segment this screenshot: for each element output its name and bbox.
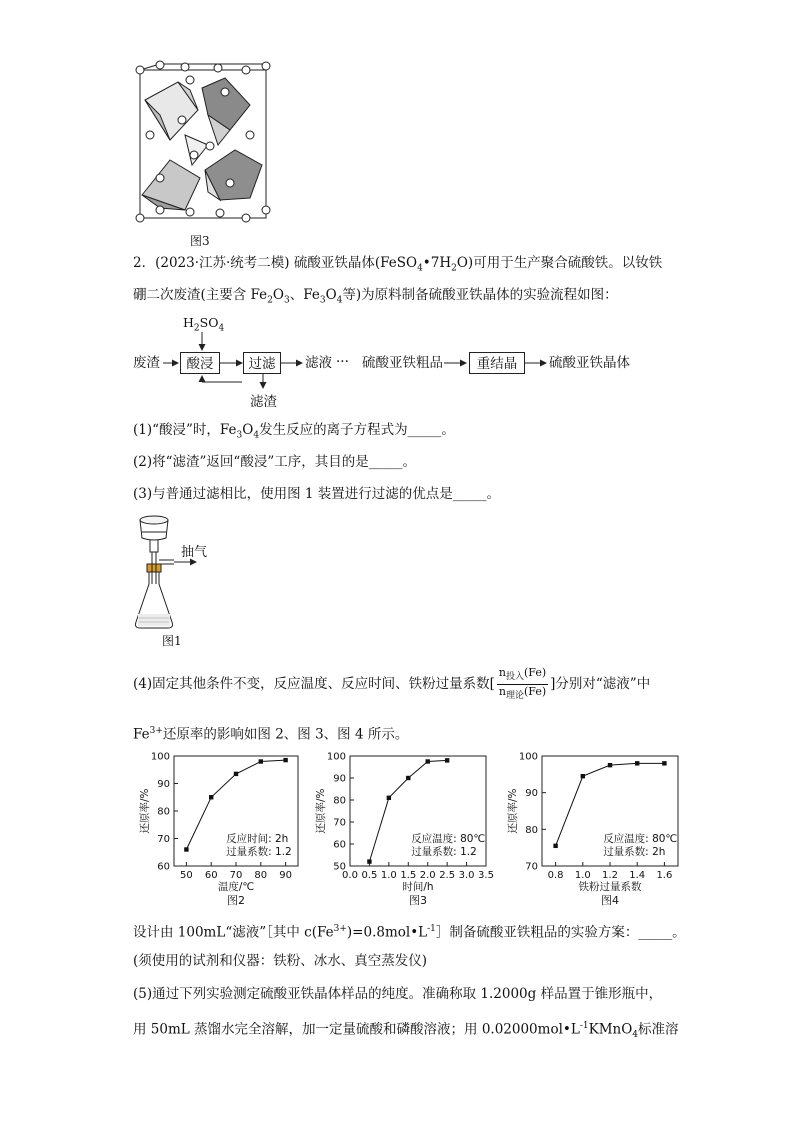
crystal-structure-figure xyxy=(130,60,275,225)
question-3: (3)与普通过滤相比，使用图 1 装置进行过滤的优点是_____。 xyxy=(133,486,501,502)
x-tick-label: 60 xyxy=(204,870,218,881)
question-4-line2: $Fe^{3+}$还原率的影响如图 2、图 3、图 4 所示。 xyxy=(133,726,409,743)
y-tick-label: 70 xyxy=(333,817,346,829)
x-tick-label: 1.2 xyxy=(602,870,618,881)
y-tick-label: 80 xyxy=(157,806,170,818)
flow-final-product: 硫酸亚铁晶体 xyxy=(549,355,630,371)
x-tick-label: 1.0 xyxy=(380,870,397,881)
y-tick-label: 90 xyxy=(157,779,170,790)
y-tick-label: 60 xyxy=(333,839,346,851)
flow-start-waste: 废渣 xyxy=(133,355,160,371)
design-requirements: (须使用的试剂和仪器：铁粉、冰水、真空蒸发仪) xyxy=(133,953,428,969)
chart-annotation: 反应时间: 2h xyxy=(226,833,289,845)
y-axis-label: 还原率/% xyxy=(507,788,519,834)
data-point xyxy=(662,761,666,765)
chart-annotation: 反应温度: 80℃ xyxy=(411,833,486,845)
x-tick-label: 1.4 xyxy=(629,870,646,881)
y-tick-label: 80 xyxy=(525,824,538,836)
x-tick-label: 1.0 xyxy=(574,870,591,881)
question-1: (1)“酸浸”时，$Fe_3O_4$发生反应的离子方程式为_____。 xyxy=(133,422,455,441)
data-point xyxy=(608,763,612,767)
data-point xyxy=(184,847,188,851)
x-tick-label: 0.8 xyxy=(547,870,564,881)
suction-filter-apparatus xyxy=(130,512,220,632)
data-point xyxy=(209,795,213,799)
data-point xyxy=(283,758,287,762)
chart-fig4-excess xyxy=(498,748,694,910)
chart-annotation: 过量系数: 1.2 xyxy=(411,846,477,858)
chart-fig2-temperature xyxy=(130,748,308,910)
question-intro-line1: 2．(2023·江苏·统考二模) 硫酸亚铁晶体$(FeSO_4•7H_2O)$可用于生产聚合硫酸铁。以钕铁 xyxy=(133,255,663,274)
y-tick-label: 60 xyxy=(157,861,170,873)
data-point xyxy=(367,859,371,863)
x-axis-label: 温度/℃ xyxy=(217,881,255,893)
flow-step-acid-leach: 酸浸 xyxy=(180,352,220,374)
x-tick-label: 0.5 xyxy=(361,870,378,881)
data-point xyxy=(234,772,238,776)
x-axis-label: 铁粉过量系数 xyxy=(578,881,642,893)
question-intro-line2: 硼二次废渣(主要含 $Fe_2O_3$、$Fe_3O_4$等)为原料制备硫酸亚铁晶体的实验流程如图： xyxy=(133,287,618,306)
x-tick-label: 2.0 xyxy=(419,870,436,881)
y-tick-label: 50 xyxy=(333,861,346,873)
x-axis-label: 时间/h xyxy=(402,881,434,893)
chart-caption: 图2 xyxy=(227,894,245,907)
data-point xyxy=(406,776,410,780)
chart-annotation: 过量系数: 2h xyxy=(603,846,666,858)
design-question: 设计由 100mL“滤液”［其中 $c(Fe^{3+})=0.8mol•L^{-1}]$制备硫酸亚铁粗品的实验方案：_____。 xyxy=(133,924,686,941)
apparatus-caption: 图1 xyxy=(162,634,182,648)
question-2: (2)将“滤渣”返回“酸浸”工序，其目的是_____。 xyxy=(133,454,416,470)
data-point xyxy=(426,759,430,763)
y-tick-label: 90 xyxy=(333,773,346,785)
apparatus-suction-label: 抽气 xyxy=(181,545,208,560)
flow-residue: 滤渣 xyxy=(250,394,277,410)
y-tick-label: 70 xyxy=(157,834,170,845)
data-point xyxy=(445,758,449,762)
flow-filtrate: 滤液 xyxy=(305,355,332,371)
y-tick-label: 70 xyxy=(525,861,538,873)
y-tick-label: 80 xyxy=(333,795,346,807)
data-point xyxy=(259,759,263,763)
x-tick-label: 90 xyxy=(279,870,292,881)
chart-caption: 图3 xyxy=(409,894,427,907)
x-tick-label: 0.0 xyxy=(342,870,358,881)
data-point xyxy=(635,761,639,765)
x-tick-label: 3.0 xyxy=(458,870,475,881)
x-tick-label: 80 xyxy=(254,870,268,881)
x-tick-label: 1.6 xyxy=(656,870,673,881)
x-tick-label: 2.5 xyxy=(439,870,456,881)
data-point xyxy=(553,844,557,848)
data-point xyxy=(387,796,391,800)
y-tick-label: 100 xyxy=(518,751,538,763)
flow-dots: ··· xyxy=(336,354,349,370)
chart-fig3-time xyxy=(310,748,496,910)
question-5-line1: (5)通过下列实验测定硫酸亚铁晶体样品的纯度。准确称取 1.2000g 样品置于锥形瓶中， xyxy=(133,986,663,1002)
question-5-line2: 用 50mL 蒸馏水完全溶解，加一定量硫酸和磷酸溶液；用 $0.02000mol•L^{-1}KMnO_4$标准溶 xyxy=(133,1021,679,1041)
data-point xyxy=(581,774,585,778)
flow-step-filter: 过滤 xyxy=(243,352,281,374)
x-tick-label: 3.5 xyxy=(478,870,494,881)
flow-reagent-h2so4: $H_2SO_4$ xyxy=(183,315,225,334)
flow-step-recrystallize: 重结晶 xyxy=(469,352,525,374)
x-tick-label: 50 xyxy=(180,870,193,881)
crystal-figure-caption: 图3 xyxy=(190,234,210,248)
chart-caption: 图4 xyxy=(601,894,619,907)
flow-crude-product: 硫酸亚铁粗品 xyxy=(362,355,443,371)
x-tick-label: 70 xyxy=(229,870,243,881)
question-4-line1: (4)固定其他条件不变，反应温度、反应时间、铁粉过量系数[ $\frac{n_{投入}(Fe)}{n_{理论}(Fe)}$ ]分别对“滤液”中 xyxy=(133,666,651,702)
y-tick-label: 100 xyxy=(326,751,346,763)
y-tick-label: 100 xyxy=(150,751,170,763)
chart-annotation: 反应温度: 80℃ xyxy=(603,833,678,845)
chart-annotation: 过量系数: 1.2 xyxy=(226,846,292,858)
y-tick-label: 90 xyxy=(525,788,538,800)
y-axis-label: 还原率/% xyxy=(139,788,151,834)
excess-coefficient-fraction: $\frac{n_{投入}(Fe)}{n_{理论}(Fe)}$ xyxy=(498,666,547,702)
x-tick-label: 1.5 xyxy=(400,870,417,881)
y-axis-label: 还原率/% xyxy=(315,788,327,834)
